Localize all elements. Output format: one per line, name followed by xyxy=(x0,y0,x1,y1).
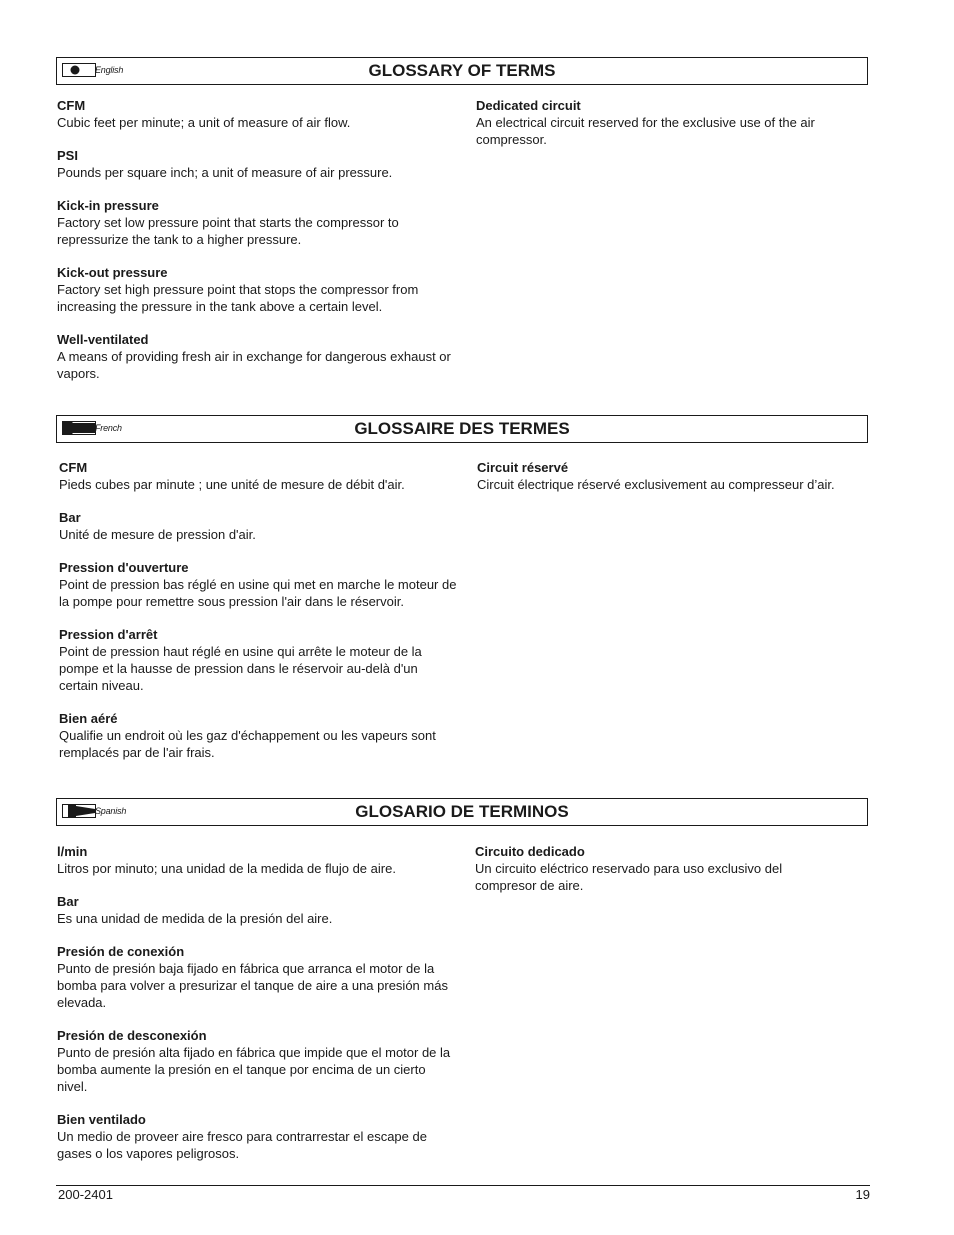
footer-rule xyxy=(56,1185,870,1186)
term-title: CFM xyxy=(57,98,86,113)
glossary-entry xyxy=(57,264,457,315)
glossary-entry xyxy=(57,147,457,181)
glossary-entry xyxy=(59,559,459,610)
term-definition: Factory set low pressure point that starts the compressor to repressurize the tank to a higher pressure. xyxy=(57,215,399,247)
term-title: Kick-in pressure xyxy=(57,198,159,213)
section-header-french xyxy=(56,415,868,443)
term-title: CFM xyxy=(59,460,88,475)
term-definition: An electrical circuit reserved for the exclusive use of the air compressor. xyxy=(476,115,815,147)
glossary-entry xyxy=(59,626,459,694)
glossary-left-column xyxy=(57,843,457,1178)
section-header-english xyxy=(56,57,868,85)
section-title: GLOSSAIRE DES TERMES xyxy=(354,419,570,438)
term-definition: Point de pression bas réglé en usine qui met en marche le moteur de la pompe pour remettre sous pression l'air dans le réservoir. xyxy=(59,577,457,609)
glossary-entry xyxy=(57,1027,457,1095)
glossary-entry xyxy=(57,843,457,877)
glossary-entry xyxy=(475,843,835,894)
term-title: Pression d'arrêt xyxy=(59,627,158,642)
document-number: 200-2401 xyxy=(58,1187,113,1202)
language-label: Spanish xyxy=(95,806,127,816)
section-title: GLOSARIO DE TERMINOS xyxy=(355,802,569,821)
glossary-entry xyxy=(59,459,459,493)
glossary-entry xyxy=(59,710,459,761)
glossary-left-column xyxy=(57,97,457,398)
term-definition: Pieds cubes par minute ; une unité de mesure de débit d'air. xyxy=(59,477,405,492)
glossary-entry xyxy=(57,197,457,248)
glossary-right-column xyxy=(475,843,835,910)
section-header-spanish xyxy=(56,798,868,826)
term-title: PSI xyxy=(57,148,78,163)
glossary-entry xyxy=(59,509,459,543)
glossary-left-column xyxy=(59,459,459,777)
term-title: l/min xyxy=(57,844,88,859)
term-title: Bar xyxy=(57,894,79,909)
glossary-entry xyxy=(476,97,856,148)
term-title: Presión de desconexión xyxy=(57,1028,207,1043)
term-definition: Qualifie un endroit où les gaz d'échappement ou les vapeurs sont remplacés par de l'air frais. xyxy=(59,728,436,760)
glossary-right-column xyxy=(477,459,877,509)
term-definition: Punto de presión alta fijado en fábrica que impide que el motor de la bomba aumente la presión en el tanque por encima de un cierto nivel. xyxy=(57,1045,451,1094)
term-definition: Punto de presión baja fijado en fábrica que arranca el motor de la bomba para volver a presurizar el tanque de aire a una presión más elevada. xyxy=(57,961,448,1010)
term-title: Circuit réservé xyxy=(477,460,569,475)
term-title: Bien aéré xyxy=(59,711,118,726)
glossary-entry xyxy=(477,459,877,493)
language-label: French xyxy=(95,423,122,433)
term-definition: Cubic feet per minute; a unit of measure of air flow. xyxy=(57,115,351,130)
term-title: Dedicated circuit xyxy=(476,98,581,113)
term-definition: Pounds per square inch; a unit of measure of air pressure. xyxy=(57,165,393,180)
term-title: Well-ventilated xyxy=(57,332,149,347)
term-definition: Un medio de proveer aire fresco para contrarrestar el escape de gases o los vapores peligrosos. xyxy=(57,1129,427,1161)
term-title: Bien ventilado xyxy=(57,1112,146,1127)
glossary-entry xyxy=(57,893,457,927)
term-title: Bar xyxy=(59,510,81,525)
term-definition: Litros por minuto; una unidad de la medida de flujo de aire. xyxy=(57,861,396,876)
term-definition: A means of providing fresh air in exchange for dangerous exhaust or vapors. xyxy=(57,349,451,381)
language-label: English xyxy=(95,65,124,75)
term-definition: Point de pression haut réglé en usine qui arrête le moteur de la pompe et la hausse de pression dans le réservoir au-delà d'un certain niveau. xyxy=(59,644,422,693)
term-title: Pression d'ouverture xyxy=(59,560,189,575)
glossary-entry xyxy=(57,97,457,131)
term-definition: Circuit électrique réservé exclusivement au compresseur d’air. xyxy=(477,477,835,492)
glossary-right-column xyxy=(476,97,856,164)
term-title: Presión de conexión xyxy=(57,944,185,959)
term-title: Circuito dedicado xyxy=(475,844,585,859)
term-definition: Factory set high pressure point that stops the compressor from increasing the pressure in the tank above a certain level. xyxy=(57,282,419,314)
term-definition: Es una unidad de medida de la presión del aire. xyxy=(57,911,333,926)
page-number: 19 xyxy=(855,1187,870,1202)
term-definition: Un circuito eléctrico reservado para uso exclusivo del compresor de aire. xyxy=(475,861,783,893)
glossary-entry xyxy=(57,331,457,382)
section-title: GLOSSARY OF TERMS xyxy=(368,61,556,80)
glossary-entry xyxy=(57,1111,457,1162)
term-title: Kick-out pressure xyxy=(57,265,168,280)
term-definition: Unité de mesure de pression d'air. xyxy=(59,527,256,542)
glossary-entry xyxy=(57,943,457,1011)
